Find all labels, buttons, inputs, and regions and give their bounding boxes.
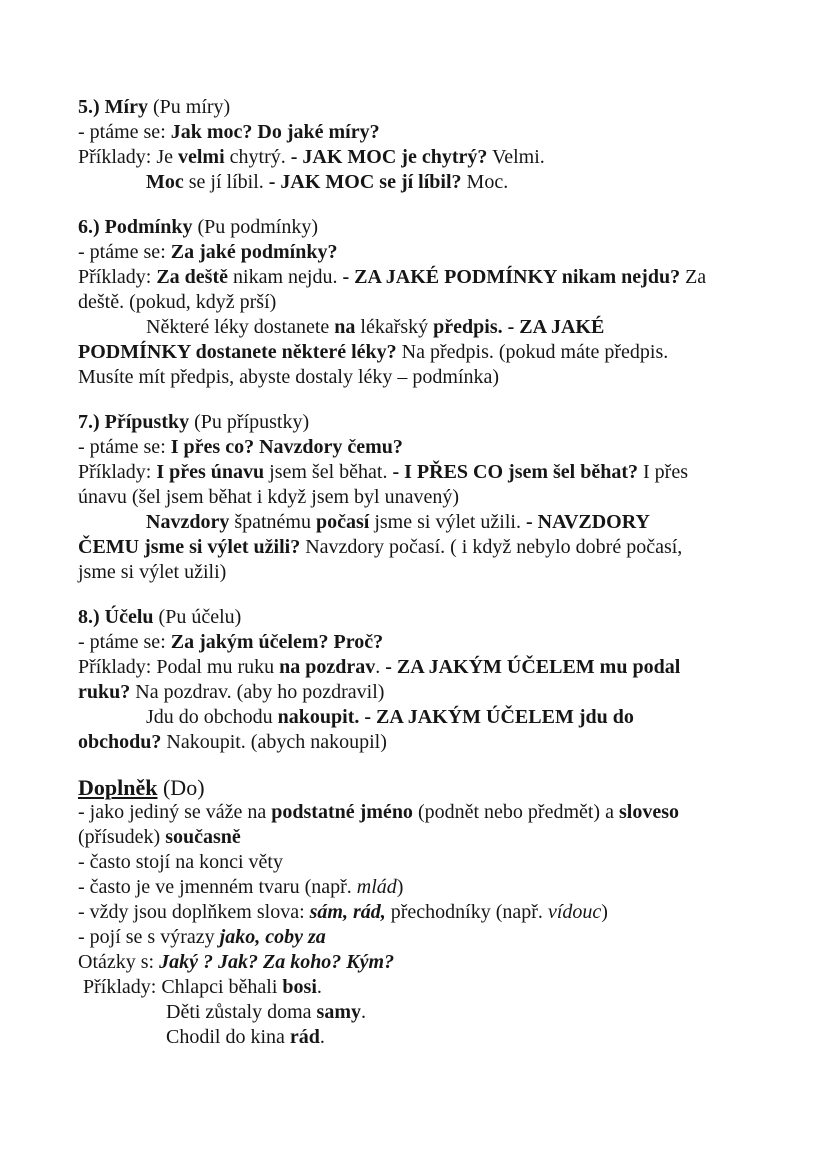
text-segment: - často je ve jmenném tvaru (např.: [78, 876, 357, 898]
text-segment: - ZA JAKÉ PODMÍNKY nikam nejdu?: [342, 266, 681, 288]
text-segment: .: [375, 656, 386, 678]
text-segment: (Do): [157, 775, 205, 800]
text-segment: chytrý.: [224, 146, 291, 168]
text-line: [78, 340, 778, 365]
text-segment: - JAK MOC se jí líbil?: [268, 171, 462, 193]
text-segment: Za jaké podmínky?: [170, 241, 338, 263]
text-line: [78, 705, 778, 730]
section-8-ucelu: [78, 605, 778, 755]
text-segment: (Pu míry): [147, 96, 231, 118]
text-segment: - často stojí na konci věty: [78, 851, 283, 873]
text-segment: lékařský: [355, 316, 434, 338]
text-segment: Moc: [146, 171, 184, 193]
text-line: [78, 365, 778, 390]
text-segment: Příklady: Je: [78, 146, 178, 168]
section-doplnek: [78, 775, 778, 1050]
text-segment: počasí: [315, 511, 370, 533]
text-line: [78, 460, 778, 485]
text-segment: Některé léky dostanete: [146, 316, 335, 338]
text-line: [78, 925, 778, 950]
text-segment: deště. (pokud, když prší): [78, 291, 277, 313]
text-segment: Na předpis. (pokud máte předpis.: [396, 341, 669, 363]
text-line: [78, 435, 778, 460]
section-6-podminky: [78, 215, 778, 390]
text-line: [78, 215, 778, 240]
text-segment: (Pu účelu): [153, 606, 242, 628]
text-segment: Děti zůstaly doma: [166, 1001, 317, 1023]
text-segment: 6.) Podmínky: [78, 216, 193, 238]
text-segment: špatnému: [229, 511, 316, 533]
text-segment: Moc.: [461, 171, 509, 193]
text-segment: .: [316, 976, 322, 998]
text-segment: jsme si výlet užili.: [369, 511, 526, 533]
text-segment: jako, coby za: [219, 926, 326, 948]
text-segment: 5.) Míry: [78, 96, 148, 118]
text-line: [78, 1000, 778, 1025]
text-segment: Navzdory počasí. ( i když nebylo dobré počasí,: [300, 536, 683, 558]
text-segment: (podnět nebo předmět) a: [412, 801, 619, 823]
text-segment: Doplněk: [78, 775, 158, 800]
text-segment: - ptáme se:: [78, 436, 171, 458]
text-line: [78, 900, 778, 925]
text-segment: jsme si výlet užili): [78, 561, 227, 583]
text-segment: mlád: [356, 876, 397, 898]
text-line: [78, 315, 778, 340]
text-segment: PODMÍNKY dostanete některé léky?: [78, 341, 397, 363]
text-segment: předpis. - ZA JAKÉ: [433, 316, 605, 338]
text-segment: velmi: [178, 146, 225, 168]
text-line: [78, 145, 778, 170]
text-segment: .: [360, 1001, 366, 1023]
text-segment: Za jakým účelem? Proč?: [170, 631, 384, 653]
text-segment: nikam nejdu.: [228, 266, 343, 288]
text-segment: - JAK MOC je chytrý?: [290, 146, 488, 168]
text-segment: Jaký ? Jak? Za koho? Kým?: [159, 951, 395, 973]
text-segment: sloveso: [618, 801, 679, 823]
text-segment: ČEMU jsme si výlet užili?: [78, 536, 301, 558]
text-segment: únavu (šel jsem běhat i když jsem byl unavený): [78, 486, 460, 508]
text-line: [78, 605, 778, 630]
text-segment: 7.) Přípustky: [78, 411, 190, 433]
text-segment: - jako jediný se váže na: [78, 801, 272, 823]
text-segment: obchodu?: [78, 731, 162, 753]
text-line: [78, 1025, 778, 1050]
text-segment: - I PŘES CO jsem šel běhat?: [392, 461, 639, 483]
text-segment: Chodil do kina: [166, 1026, 290, 1048]
text-line: [78, 800, 778, 825]
text-line: [78, 120, 778, 145]
text-segment: Velmi.: [487, 146, 545, 168]
text-segment: Navzdory: [146, 511, 230, 533]
text-segment: samy: [316, 1001, 361, 1023]
text-segment: Otázky s:: [78, 951, 160, 973]
text-segment: - vždy jsou doplňkem slova:: [78, 901, 310, 923]
text-segment: na pozdrav: [279, 656, 376, 678]
text-line: [78, 680, 778, 705]
text-segment: Na pozdrav. (aby ho pozdravil): [130, 681, 385, 703]
text-line: [78, 265, 778, 290]
text-segment: - pojí se s výrazy: [78, 926, 220, 948]
text-segment: rád: [289, 1026, 320, 1048]
text-line: [78, 655, 778, 680]
text-line: [78, 535, 778, 560]
text-segment: podstatné jméno: [271, 801, 413, 823]
text-line: [78, 560, 778, 585]
text-segment: 8.) Účelu: [78, 606, 154, 628]
text-line: [78, 950, 778, 975]
text-line: [78, 290, 778, 315]
text-segment: přechodníky (např.: [385, 901, 548, 923]
text-segment: Musíte mít předpis, abyste dostaly léky – podmínka): [78, 366, 500, 388]
text-segment: - ZA JAKÝM ÚČELEM mu podal: [385, 656, 681, 678]
text-segment: ruku?: [78, 681, 131, 703]
text-segment: I přes: [638, 461, 688, 483]
text-line: [78, 850, 778, 875]
text-segment: .: [319, 1026, 325, 1048]
text-line: [78, 170, 778, 195]
text-segment: Příklady: Podal mu ruku: [78, 656, 280, 678]
text-segment: (Pu podmínky): [192, 216, 319, 238]
text-line: [78, 730, 778, 755]
text-line: [78, 510, 778, 535]
text-segment: Příklady:: [78, 266, 157, 288]
text-line: [78, 95, 778, 120]
text-segment: se jí líbil.: [183, 171, 269, 193]
text-segment: - NAVZDORY: [525, 511, 650, 533]
text-segment: Za: [680, 266, 707, 288]
text-line: [78, 775, 778, 800]
text-line: [78, 485, 778, 510]
text-line: [78, 410, 778, 435]
text-segment: (Pu přípustky): [189, 411, 310, 433]
text-segment: - ptáme se:: [78, 241, 171, 263]
text-segment: nakoupit. - ZA JAKÝM ÚČELEM jdu do: [277, 706, 634, 728]
text-segment: ): [601, 901, 608, 923]
text-line: [78, 240, 778, 265]
text-segment: sám, rád,: [309, 901, 386, 923]
text-segment: I přes únavu: [156, 461, 265, 483]
section-7-pripustky: [78, 410, 778, 585]
text-segment: Jak moc? Do jaké míry?: [170, 121, 380, 143]
text-segment: na: [334, 316, 356, 338]
text-segment: Za deště: [156, 266, 229, 288]
text-segment: (přísudek): [78, 826, 166, 848]
text-segment: - ptáme se:: [78, 121, 171, 143]
document-content: [78, 95, 778, 1050]
section-5-miry: [78, 95, 778, 195]
text-line: [78, 825, 778, 850]
text-segment: bosi: [282, 976, 317, 998]
text-line: [78, 975, 778, 1000]
text-segment: I přes co? Navzdory čemu?: [170, 436, 403, 458]
text-segment: jsem šel běhat.: [264, 461, 393, 483]
text-line: [78, 630, 778, 655]
text-segment: současně: [165, 826, 241, 848]
text-segment: Jdu do obchodu: [146, 706, 278, 728]
text-segment: vídouc: [547, 901, 602, 923]
text-line: [78, 875, 778, 900]
text-segment: Příklady: Chlapci běhali: [78, 976, 283, 998]
text-segment: ): [396, 876, 404, 898]
text-segment: Příklady:: [78, 461, 157, 483]
text-segment: - ptáme se:: [78, 631, 171, 653]
text-segment: Nakoupit. (abych nakoupil): [161, 731, 387, 753]
